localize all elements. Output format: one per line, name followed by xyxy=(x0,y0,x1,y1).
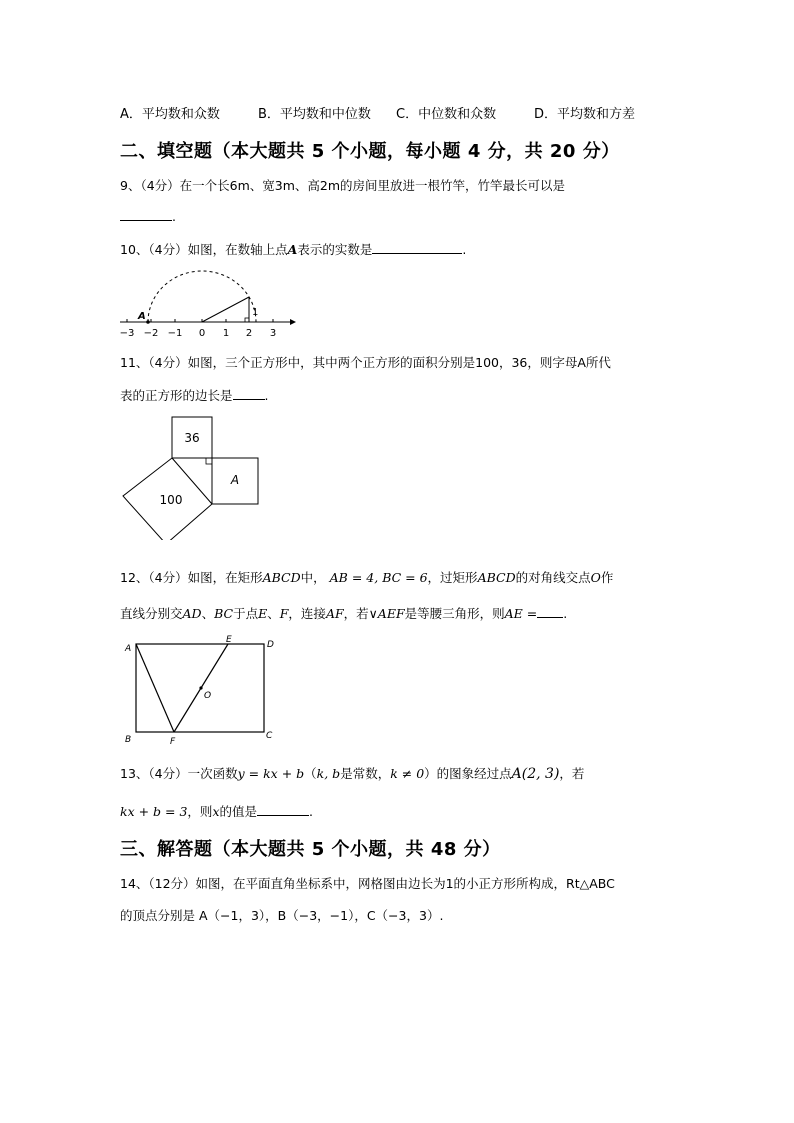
tick-label: 2 xyxy=(245,328,253,339)
q12-text: ，过矩形 xyxy=(427,570,478,585)
tick-label: −3 xyxy=(119,328,135,339)
q12-rectangle-figure xyxy=(118,632,288,750)
q13-math: k ≠ 0 xyxy=(390,766,425,781)
square-a-label: A xyxy=(230,473,240,487)
tick-label: 3 xyxy=(269,328,277,339)
q12-line1 xyxy=(120,568,613,586)
tick-label: 0 xyxy=(198,328,206,339)
right-angle-mark xyxy=(245,318,249,322)
q13-answer-blank[interactable] xyxy=(257,803,309,816)
q11-tail: . xyxy=(264,388,269,403)
dashed-arc xyxy=(148,271,259,322)
q12-text: ，若 xyxy=(343,606,369,621)
option-b[interactable]: B．平均数和中位数 xyxy=(258,107,371,122)
q12-text: 作 xyxy=(600,570,614,585)
point-a-label: A xyxy=(138,311,146,322)
q12-math: E xyxy=(258,606,268,621)
label-a: A xyxy=(125,644,132,654)
q11-line2-text: 表的正方形的边长是 xyxy=(120,388,233,403)
q12-text: 中， xyxy=(300,570,326,585)
section3-heading: 三、解答题（本大题共 5 个小题，共 48 分） xyxy=(120,839,501,860)
label-f: F xyxy=(170,737,176,747)
q12-math: AF xyxy=(325,606,344,621)
q12-line2 xyxy=(120,604,567,622)
q13-math: y = kx + b xyxy=(237,766,305,781)
q9-tail: . xyxy=(172,209,176,224)
q12-text: 是等腰三角形，则 xyxy=(404,606,505,621)
q12-text: 、 xyxy=(201,606,215,621)
q12-answer-blank[interactable] xyxy=(537,605,563,618)
q14-line2: 的顶点分别是 A（−1，3），B（−3，−1），C（−3，3）. xyxy=(120,908,444,923)
q9-answer-blank[interactable] xyxy=(120,208,172,221)
q12-tail: . xyxy=(563,606,568,621)
q13-math: k, b xyxy=(316,766,341,781)
q10-tail: . xyxy=(462,242,467,257)
q12-math: O xyxy=(590,570,601,585)
q10-text-a: 10、（4分）如图，在数轴上点 xyxy=(120,242,288,257)
q9-line1: 9、（4分）在一个长6m、宽3m、高2m的房间里放进一根竹竿，竹竿最长可以是 xyxy=(120,178,566,193)
q13-line2 xyxy=(120,802,313,820)
section2-heading: 二、填空题（本大题共 5 个小题，每小题 4 分，共 20 分） xyxy=(120,141,620,162)
q12-math: ∨AEF xyxy=(368,606,405,621)
q12-text: ，连接 xyxy=(288,606,326,621)
q11-squares-figure xyxy=(115,410,265,540)
q11-line1: 11、（4分）如图，三个正方形中，其中两个正方形的面积分别是100，36，则字母A所代 xyxy=(120,355,611,370)
height-label: 1 xyxy=(252,307,259,318)
q10-text xyxy=(120,240,466,258)
segment-af xyxy=(136,644,174,732)
right-angle-mark xyxy=(206,458,212,464)
tick-label: 1 xyxy=(222,328,230,339)
hypotenuse-line xyxy=(202,297,249,322)
label-b: B xyxy=(125,735,132,745)
square-100-label: 100 xyxy=(159,493,183,507)
q11-answer-blank[interactable] xyxy=(233,387,265,400)
axis-arrow-icon xyxy=(290,319,296,325)
point-o-dot xyxy=(199,686,202,689)
q12-text: 直线分别交 xyxy=(120,606,183,621)
square-36-label: 36 xyxy=(184,431,200,445)
q13-text: （ xyxy=(304,766,317,781)
q14-line1: 14、（12分）如图，在平面直角坐标系中，网格图由边长为1的小正方形所构成，Rt△ABC xyxy=(120,876,615,891)
q13-line1 xyxy=(120,764,584,782)
q12-math: AB = 4, BC = 6 xyxy=(329,570,428,585)
point-a-dot xyxy=(146,320,150,324)
label-c: C xyxy=(266,731,273,741)
q13-math: A(2, 3) xyxy=(511,766,560,782)
q12-text: 的对角线交点 xyxy=(515,570,591,585)
option-c[interactable]: C．中位数和众数 xyxy=(396,107,497,122)
q12-math: AE = xyxy=(504,606,538,621)
tick-label: −1 xyxy=(167,328,183,339)
label-d: D xyxy=(267,640,274,650)
q11-line2 xyxy=(120,386,269,404)
q10-answer-blank[interactable] xyxy=(372,241,462,254)
option-a[interactable]: A．平均数和众数 xyxy=(120,107,220,122)
q12-math: ABCD xyxy=(262,570,301,585)
q13-text: 是常数， xyxy=(340,766,391,781)
label-o: O xyxy=(204,691,212,701)
q10-text-b: 表示的实数是 xyxy=(297,242,373,257)
q13-text: ，则 xyxy=(187,804,213,819)
tick-label: −2 xyxy=(143,328,159,339)
q10-point: A xyxy=(287,242,298,257)
q9-line2 xyxy=(120,208,176,224)
q12-math: BC xyxy=(214,606,234,621)
q13-math: x xyxy=(212,804,220,819)
q13-text: ）的图象经过点 xyxy=(424,766,512,781)
q13-text: 的值是 xyxy=(219,804,258,819)
q13-text: ，若 xyxy=(559,766,585,781)
q12-text: 12、（4分）如图，在矩形 xyxy=(120,570,263,585)
q13-math: kx + b = 3 xyxy=(120,804,188,819)
q13-tail: . xyxy=(309,804,313,819)
label-e: E xyxy=(226,635,232,645)
option-d[interactable]: D．平均数和方差 xyxy=(534,107,636,122)
q12-math: F xyxy=(279,606,289,621)
q10-number-line-figure xyxy=(115,265,300,340)
q13-text: 13、（4分）一次函数 xyxy=(120,766,238,781)
q12-math: AD xyxy=(182,606,202,621)
q12-math: ABCD xyxy=(477,570,516,585)
q12-text: 、 xyxy=(267,606,280,621)
q12-text: 于点 xyxy=(233,606,259,621)
